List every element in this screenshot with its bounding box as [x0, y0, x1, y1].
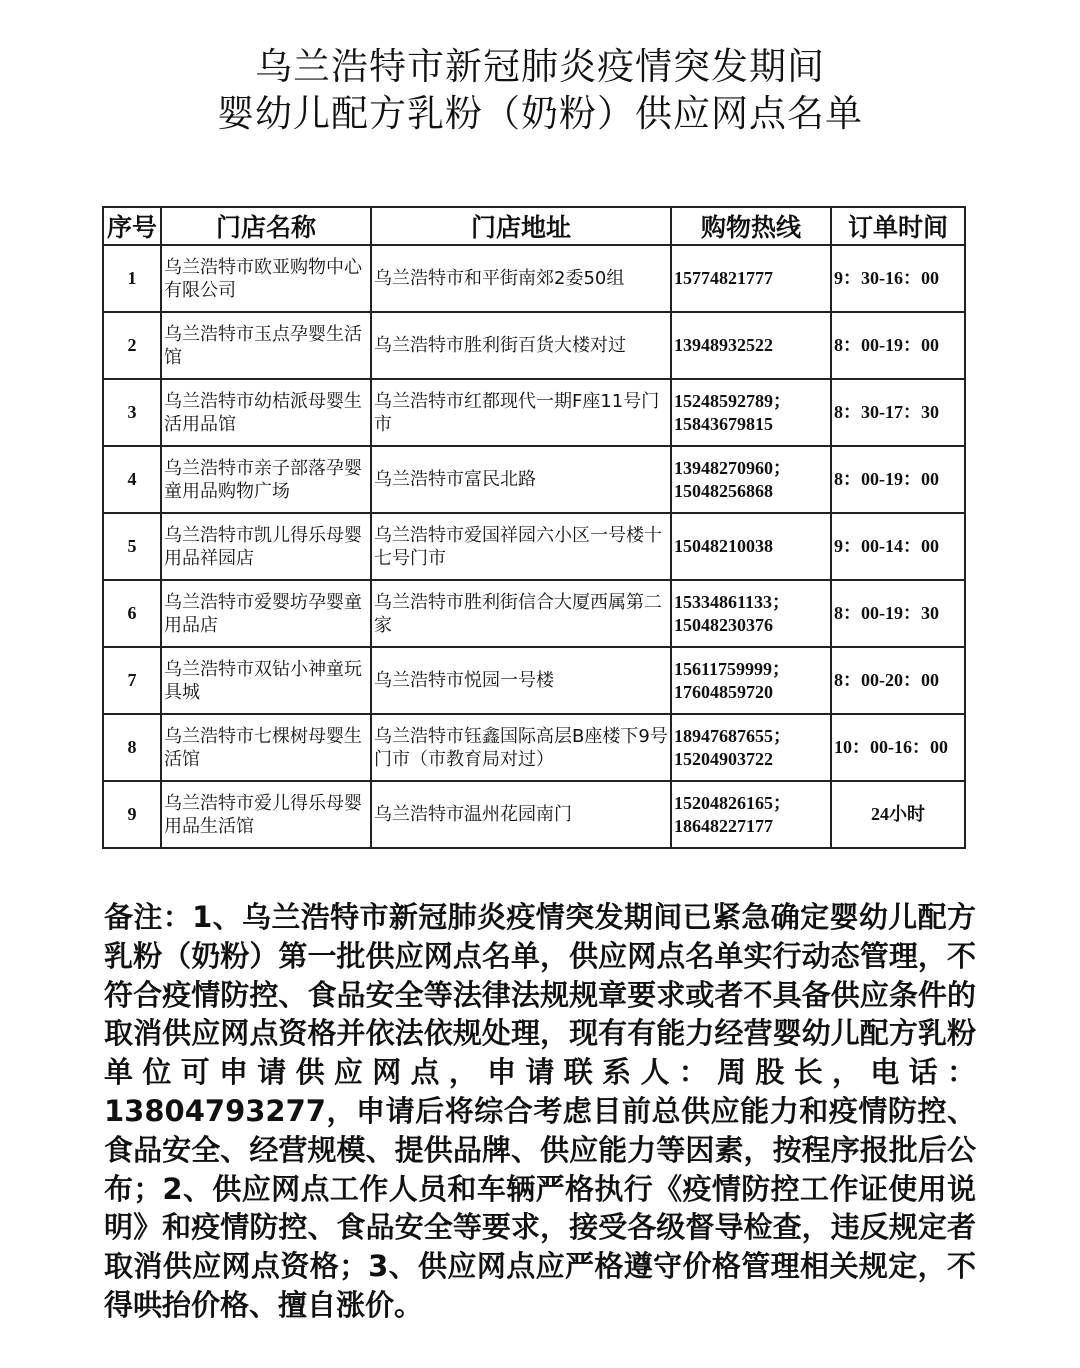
phone-1: 15334861133；: [674, 591, 791, 612]
store-address: 乌兰浩特市悦园一号楼: [371, 647, 671, 714]
store-address: 乌兰浩特市富民北路: [371, 446, 671, 513]
row-index: 4: [103, 446, 161, 513]
phone-2: 15843679815: [674, 413, 773, 434]
order-hours: 8：00-19：00: [831, 312, 965, 379]
store-name: 乌兰浩特市玉点孕婴生活馆: [161, 312, 371, 379]
store-name: 乌兰浩特市欧亚购物中心有限公司: [161, 245, 371, 312]
order-hours: 10：00-16：00: [831, 714, 965, 781]
table-row: [103, 446, 965, 513]
store-address: 乌兰浩特市胜利街信合大厦西属第二家: [371, 580, 671, 647]
document-title-line1: 乌兰浩特市新冠肺炎疫情突发期间: [255, 45, 825, 88]
row-index: 3: [103, 379, 161, 446]
store-address: 乌兰浩特市红都现代一期F座11号门市: [371, 379, 671, 446]
table-row: [103, 714, 965, 781]
store-phone: [671, 647, 831, 714]
table-row: [103, 245, 965, 312]
order-hours: 8：00-19：30: [831, 580, 965, 647]
remarks-paragraph: 备注：1、乌兰浩特市新冠肺炎疫情突发期间已紧急确定婴幼儿配方乳粉（奶粉）第一批供应网点名单，供应网点名单实行动态管理，不符合疫情防控、食品安全等法律法规规章要求或者不具备供应条件的取消供应网点资格并依法依规处理，现有有能力经营婴幼儿配方乳粉单位可申请供应网点，申请联系人：周股长，电话：13804793277，申请后将综合考虑目前总供应能力和疫情防控、食品安全、经营规模、提供品牌、供应能力等因素，按程序报批后公布；2、供应网点工作人员和车辆严格执行《疫情防控工作证使用说明》和疫情防控、食品安全等要求，接受各级督导检查，违反规定者取消供应网点资格；3、供应网点应严格遵守价格管理相关规定，不得哄抬价格、擅自涨价。: [104, 900, 976, 1322]
row-index: 8: [103, 714, 161, 781]
store-name: 乌兰浩特市爱婴坊孕婴童用品店: [161, 580, 371, 647]
table-row: [103, 647, 965, 714]
store-phone: [671, 379, 831, 446]
phone-1: 15248592789；: [674, 390, 791, 411]
document-title-line2: 婴幼儿配方乳粉（奶粉）供应网点名单: [217, 92, 863, 135]
store-name: 乌兰浩特市七棵树母婴生活馆: [161, 714, 371, 781]
store-phone: [671, 714, 831, 781]
store-name: 乌兰浩特市双钻小神童玩具城: [161, 647, 371, 714]
row-index: 6: [103, 580, 161, 647]
phone-1: 13948270960；: [674, 457, 791, 478]
table-row: [103, 513, 965, 580]
store-phone: [671, 446, 831, 513]
phone-1: 15774821777: [674, 268, 773, 288]
table-row: [103, 312, 965, 379]
phone-1: 13948932522: [674, 335, 773, 355]
header-order-hours: 订单时间: [831, 207, 965, 245]
row-index: 7: [103, 647, 161, 714]
store-name: 乌兰浩特市凯儿得乐母婴用品祥园店: [161, 513, 371, 580]
header-hotline: 购物热线: [671, 207, 831, 245]
store-phone: [671, 781, 831, 848]
order-hours: 9：00-14：00: [831, 513, 965, 580]
phone-2: 17604859720: [674, 681, 773, 702]
header-store-address: 门店地址: [371, 207, 671, 245]
row-index: 2: [103, 312, 161, 379]
store-name: 乌兰浩特市爱儿得乐母婴用品生活馆: [161, 781, 371, 848]
store-address: 乌兰浩特市和平街南郊2委50组: [371, 245, 671, 312]
table-row: [103, 580, 965, 647]
table-row: [103, 781, 965, 848]
phone-1: 15048210038: [674, 536, 773, 556]
order-hours: 24小时: [831, 781, 965, 848]
header-store-name: 门店名称: [161, 207, 371, 245]
table-header-row: [103, 207, 965, 245]
order-hours: 8：00-19：00: [831, 446, 965, 513]
store-phone: [671, 245, 831, 312]
phone-1: 15611759999；: [674, 658, 791, 679]
store-phone: [671, 312, 831, 379]
store-address: 乌兰浩特市钰鑫国际高层B座楼下9号门市（市教育局对过）: [371, 714, 671, 781]
store-phone: [671, 513, 831, 580]
table-row: [103, 379, 965, 446]
phone-1: 18947687655；: [674, 725, 791, 746]
store-phone: [671, 580, 831, 647]
order-hours: 8：00-20：00: [831, 647, 965, 714]
order-hours: 9：30-16：00: [831, 245, 965, 312]
store-name: 乌兰浩特市幼桔派母婴生活用品馆: [161, 379, 371, 446]
phone-1: 15204826165；: [674, 792, 791, 813]
store-address: 乌兰浩特市胜利街百货大楼对过: [371, 312, 671, 379]
store-name: 乌兰浩特市亲子部落孕婴童用品购物广场: [161, 446, 371, 513]
row-index: 1: [103, 245, 161, 312]
header-index: 序号: [103, 207, 161, 245]
supply-outlet-table: [102, 206, 966, 849]
store-address: 乌兰浩特市爱国祥园六小区一号楼十七号门市: [371, 513, 671, 580]
phone-2: 18648227177: [674, 815, 773, 836]
phone-2: 15048230376: [674, 614, 773, 635]
row-index: 9: [103, 781, 161, 848]
row-index: 5: [103, 513, 161, 580]
order-hours: 8：30-17：30: [831, 379, 965, 446]
store-address: 乌兰浩特市温州花园南门: [371, 781, 671, 848]
phone-2: 15048256868: [674, 480, 773, 501]
phone-2: 15204903722: [674, 748, 773, 769]
